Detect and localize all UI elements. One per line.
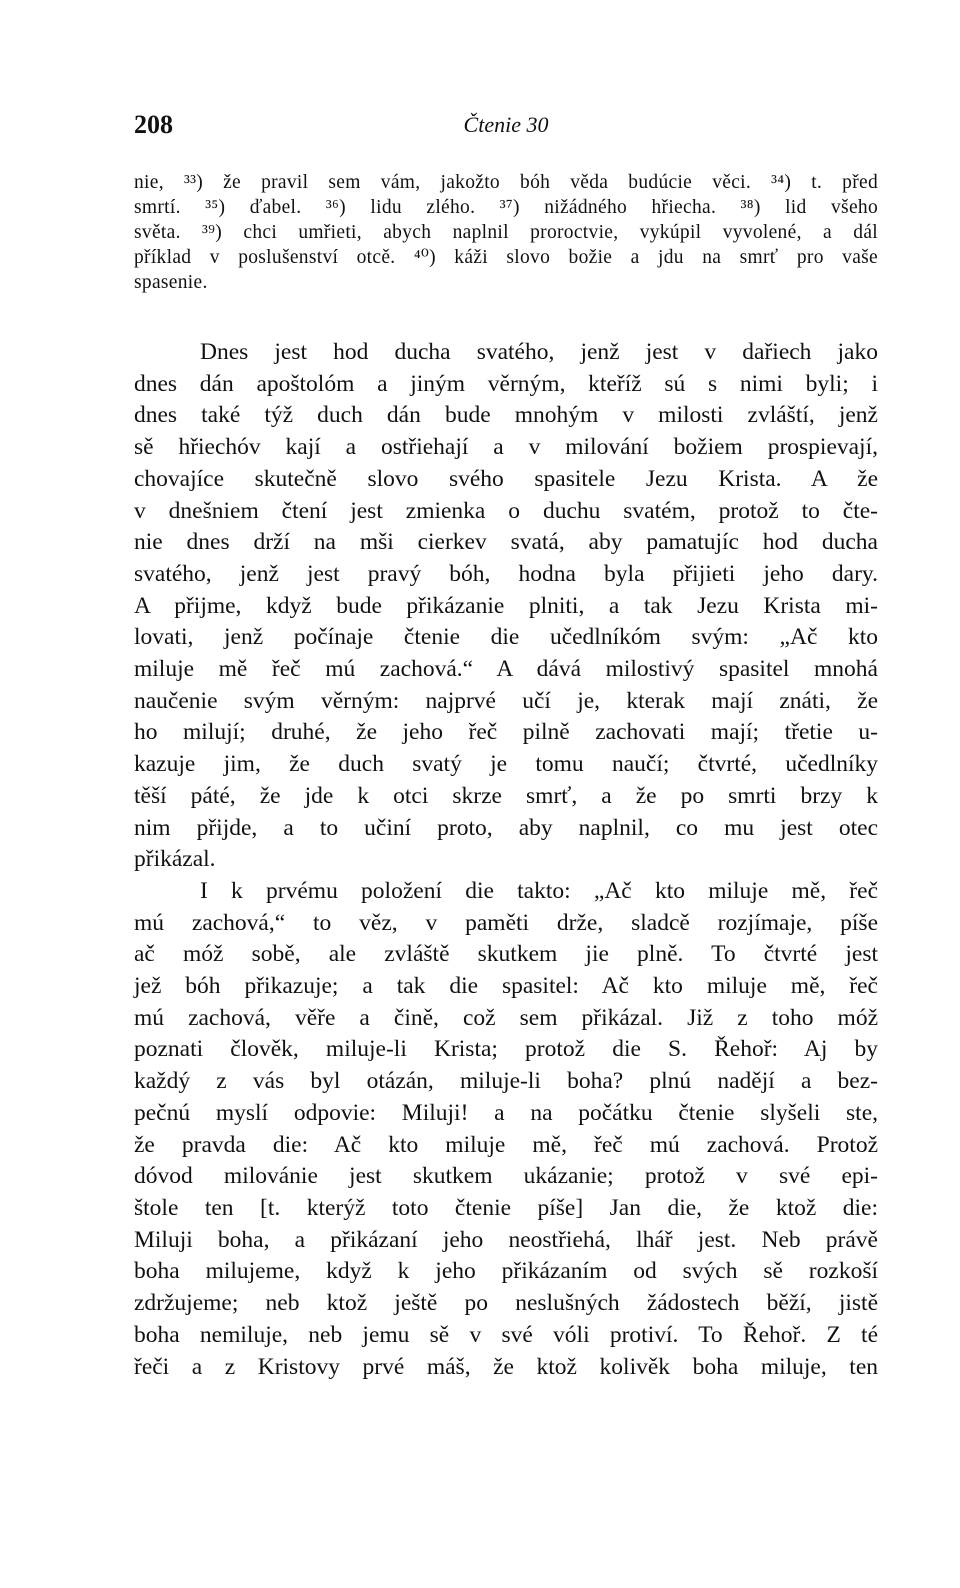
paragraph-line: kazuje jim, že duch svatý je tomu naučí; čtvrté, učedlníky (134, 751, 878, 778)
body-text (134, 337, 878, 1383)
paragraph-line: ač móž sobě, ale zvláště skutkem jie plně. To čtvrté jest (134, 941, 878, 968)
paragraph-line: boha nemiluje, neb jemu sě v své vóli protiví. To Řehoř. Z té (134, 1321, 878, 1348)
paragraph-line: naučenie svým věrným: najprvé učí je, kterak mají znáti, že (134, 687, 878, 714)
page-number: 208 (134, 110, 173, 139)
paragraph-line: I k prvému položení die takto: „Ač kto miluje mě, řeč (200, 877, 878, 904)
paragraph-line: v dnešniem čtení jest zmienka o duchu svatém, protož to čte- (134, 497, 878, 524)
paragraph-line: mú zachová,“ to věz, v paměti drže, sladcě rozjímaje, píše (134, 909, 878, 936)
paragraph-line: nim přijde, a to učiní proto, aby naplnil, co mu jest otec (134, 814, 878, 841)
paragraph-line: zdržujeme; neb ktož ještě po neslušných žádostech běží, jistě (134, 1290, 878, 1317)
paragraph-line: dóvod milovánie jest skutkem ukázanie; protož v své epi- (134, 1163, 878, 1190)
paragraph-line: jež bóh přikazuje; a tak die spasitel: Ač kto miluje mě, řeč (134, 973, 878, 1000)
footnote-line: spasenie. (134, 272, 208, 293)
paragraph-line: řeči a z Kristovy prvé máš, že ktož kolivěk boha miluje, ten (134, 1353, 878, 1380)
paragraph-line: A přijme, když bude přikázanie plniti, a tak Jezu Krista mi- (134, 592, 878, 619)
running-head: Čtenie 30 (463, 112, 549, 137)
footnotes (134, 170, 878, 295)
paragraph-line: boha milujeme, když k jeho přikázaním od svých sě rozkoší (134, 1258, 878, 1285)
paragraph-line: lovati, jenž počínaje čtenie die učedlníkóm svým: „Ač kto (134, 624, 878, 651)
paragraph-line: miluje mě řeč mú zachová.“ A dává milostivý spasitel mnohá (134, 656, 878, 683)
paragraph-line: pečnú myslí odpovie: Miluji! a na počátku čtenie slyšeli ste, (134, 1099, 878, 1126)
paragraph-line: mú zachová, věře a čině, což sem přikázal. Již z toho móž (134, 1004, 878, 1031)
paragraph-line: přikázal. (134, 846, 216, 873)
paragraph-line: těší páté, že jde k otci skrze smrť, a že po smrti brzy k (134, 782, 878, 809)
paragraph-line: dnes také týž duch dán bude mnohým v milosti zvláští, jenž (134, 402, 878, 429)
paragraph-line: chovajíce skutečně slovo svého spasitele Jezu Krista. A že (134, 465, 878, 492)
footnote-line: nie, ³³) že pravil sem vám, jakožto bóh věda budúcie věci. ³⁴) t. před (134, 172, 878, 193)
footnote-line: smrtí. ³⁵) ďabel. ³⁶) lidu zlého. ³⁷) nižádného hřiecha. ³⁸) lid všeho (134, 197, 878, 218)
paragraph-line: ho milují; druhé, že jeho řeč pilně zachovati mají; třetie u- (134, 719, 878, 746)
page-header (134, 110, 878, 150)
paragraph-line: svatého, jenž jest pravý bóh, hodna byla přijieti jeho dary. (134, 560, 878, 587)
footnote-line: světa. ³⁹) chci umřieti, abych naplnil proroctvie, vykúpil vyvolené, a dál (134, 222, 878, 243)
footnote-line: příklad v poslušenství otcě. ⁴⁰) káži slovo božie a jdu na smrť pro vaše (134, 247, 878, 268)
paragraph-line: poznati člověk, miluje-li Krista; protož die S. Řehoř: Aj by (134, 1036, 878, 1063)
paragraph-line: sě hřiechóv kají a ostřiehají a v milování božiem prospievají, (134, 434, 878, 461)
paragraph-line: že pravda die: Ač kto miluje mě, řeč mú zachová. Protož (134, 1131, 878, 1158)
paragraph-line: Dnes jest hod ducha svatého, jenž jest v dařiech jako (200, 339, 878, 365)
paragraph-line: každý z vás byl otázán, miluje-li boha? plnú nadějí a bez- (134, 1068, 878, 1095)
paragraph-line: nie dnes drží na mši cierkev svatá, aby pamatujíc hod ducha (134, 529, 878, 556)
paragraph-line: Miluji boha, a přikázaní jeho neostřiehá, lhář jest. Neb právě (134, 1226, 878, 1253)
paragraph-line: štole ten [t. kterýž toto čtenie píše] Jan die, že ktož die: (134, 1194, 878, 1221)
paragraph-line: dnes dán apoštolóm a jiným věrným, kteříž sú s nimi byli; i (134, 370, 878, 397)
